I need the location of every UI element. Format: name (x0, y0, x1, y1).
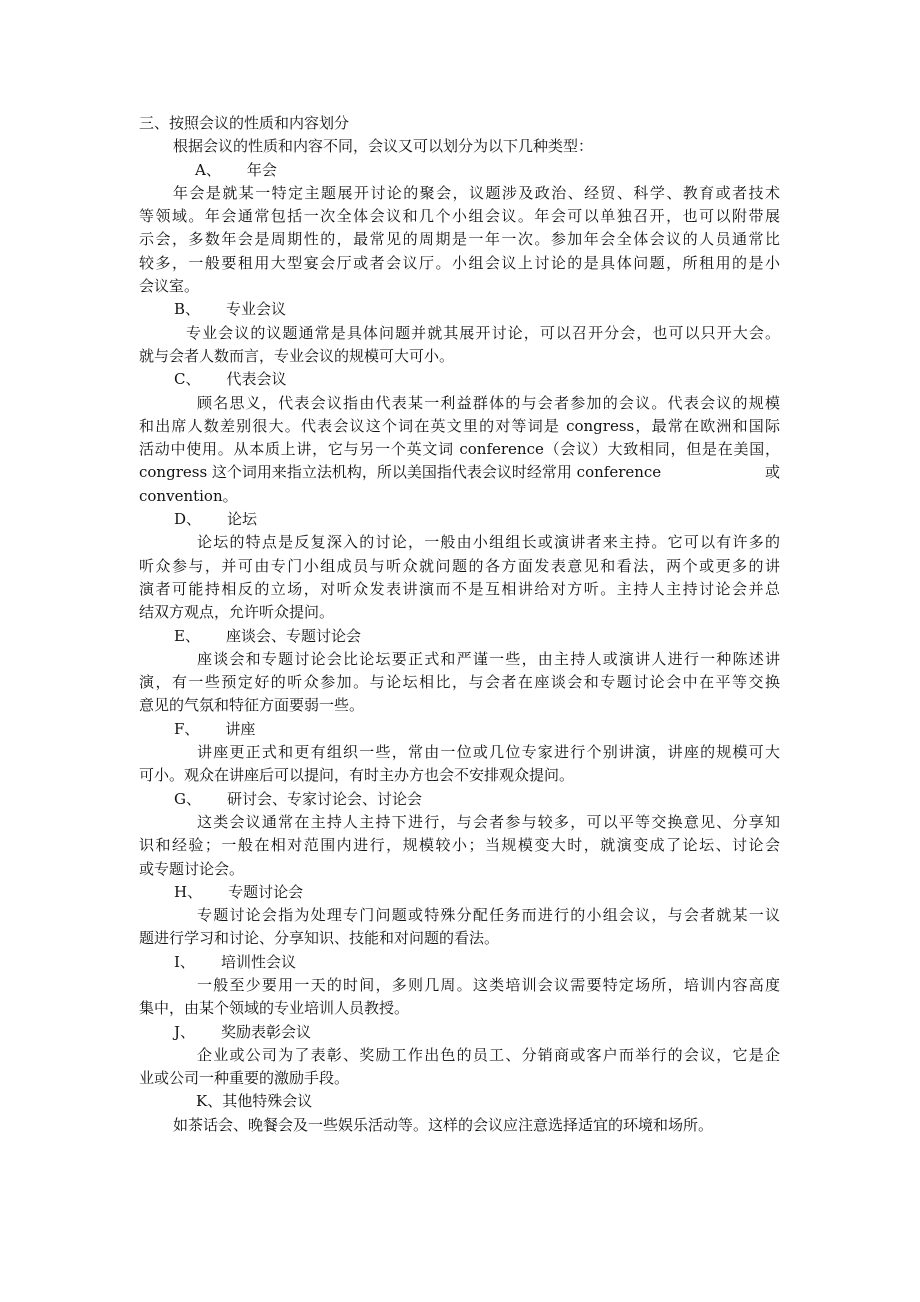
section-title: 三、按照会议的性质和内容划分 (139, 114, 350, 132)
subsection-c-heading (139, 368, 780, 391)
subsection-g-title: 研讨会、专家讨论会、讨论会 (226, 789, 422, 808)
subsection-e-title: 座谈会、专题讨论会 (225, 626, 361, 645)
paragraph-g-line-3: 或专题讨论会。 (139, 859, 245, 878)
paragraph-e-line-3: 意见的气氛和特征方面要弱一些。 (139, 696, 365, 715)
subsection-b-heading (139, 298, 780, 321)
subsection-f-label: F、 (174, 719, 200, 738)
paragraph-a-line-4: 较多，一般要租用大型宴会厅或者会议厅。小组会议上讨论的是具体问题，所租用的是小 (139, 253, 780, 272)
subsection-d-heading (139, 508, 780, 531)
paragraph-i-line-1: 一般至少要用一天的时间，多则几周。这类培训会议需要特定场所，培训内容高度 (197, 975, 780, 994)
subsection-f-title: 讲座 (225, 719, 256, 738)
subsection-g-heading (139, 788, 780, 811)
paragraph-e-line-2: 演，有一些预定好的听众参加。与论坛相比，与会者在座谈会和专题讨论会中在平等交换 (139, 673, 780, 692)
paragraph-h-line-2: 题进行学习和讨论、分享知识、技能和对问题的看法。 (139, 929, 500, 948)
paragraph-c-line-4 (139, 461, 780, 484)
subsection-j-title: 奖励表彰会议 (221, 1022, 312, 1041)
subsection-g-label: G、 (174, 789, 201, 808)
paragraph-c-line-5: convention。 (139, 486, 238, 505)
subsection-c-title: 代表会议 (226, 370, 287, 389)
subsection-e-heading (139, 625, 780, 648)
subsection-a-title: 年会 (246, 160, 277, 179)
subsection-b-label: B、 (174, 300, 201, 319)
subsection-b-title: 专业会议 (226, 300, 287, 319)
paragraph-c-line-3: 活动中使用。从本质上讲，它与另一个英文词 conference（会议）大致相同，但是在美国， (139, 440, 780, 459)
paragraph-c-line-4-end: 或 (764, 463, 780, 482)
paragraph-j-line-1: 企业或公司为了表彰、奖励工作出色的员工、分销商或客户而举行的会议，它是企 (197, 1045, 780, 1064)
subsection-h-heading (139, 881, 780, 904)
subsection-f-heading (139, 718, 780, 741)
subsection-d-title: 论坛 (227, 510, 258, 529)
paragraph-i-line-2: 集中，由某个领域的专业培训人员教授。 (139, 999, 410, 1018)
subsection-a-heading (139, 159, 780, 182)
paragraph-f-line-1: 讲座更正式和更有组织一些，常由一位或几位专家进行个别讲演，讲座的规模可大 (197, 743, 780, 762)
subsection-a-label: A、 (195, 160, 221, 179)
paragraph-c-line-2: 和出席人数差别很大。代表会议这个词在英文里的对等词是 congress，最常在欧洲和国际 (139, 416, 780, 435)
paragraph-d-line-2: 听众参与，并可由专门小组成员与听众就问题的各方面发表意见和看法，两个或更多的讲 (139, 556, 780, 575)
subsection-i-title: 培训性会议 (220, 952, 296, 971)
subsection-j-label: J、 (174, 1022, 196, 1041)
paragraph-a-line-3: 示会，多数年会是周期性的，最常见的周期是一年一次。参加年会全体会议的人员通常比 (139, 230, 780, 249)
subsection-i-heading (139, 951, 780, 974)
paragraph-j-line-2: 业或公司一种重要的激励手段。 (139, 1069, 350, 1088)
subsection-j-heading (139, 1021, 780, 1044)
subsection-h-label: H、 (174, 882, 203, 901)
paragraph-d-line-3: 演者可能持相反的立场，对听众发表讲演而不是互相讲给对方听。主持人主持讨论会并总 (139, 579, 780, 598)
paragraph-c-line-1: 顾名思义，代表会议指由代表某一利益群体的与会者参加的会议。代表会议的规模 (197, 393, 780, 412)
paragraph-d-line-1: 论坛的特点是反复深入的讨论，一般由小组组长或演讲者来主持。它可以有许多的 (197, 533, 780, 552)
paragraph-b-line-1: 专业会议的议题通常是具体问题并就其展开讨论，可以召开分会，也可以只开大会。 (186, 323, 780, 342)
paragraph-f-line-2: 可小。观众在讲座后可以提问，有时主办方也会不安排观众提问。 (139, 766, 575, 785)
paragraph-a-line-5: 会议室。 (139, 277, 200, 296)
paragraph-g-line-1: 这类会议通常在主持人主持下进行，与会者参与较多，可以平等交换意见、分享知 (197, 812, 780, 831)
document-page (139, 112, 780, 1137)
paragraph-a-line-2: 等领域。年会通常包括一次全体会议和几个小组会议。年会可以单独召开，也可以附带展 (139, 207, 780, 226)
paragraph-h-line-1: 专题讨论会指为处理专门问题或特殊分配任务而进行的小组会议，与会者就某一议 (197, 906, 780, 925)
paragraph-b-line-2: 就与会者人数而言，专业会议的规模可大可小。 (139, 346, 455, 365)
subsection-k-heading: K、其他特殊会议 (196, 1092, 313, 1111)
subsection-i-label: I、 (174, 952, 195, 971)
paragraph-k-line-1: 如茶话会、晚餐会及一些娱乐活动等。这样的会议应注意选择适宜的环境和场所。 (173, 1115, 714, 1134)
subsection-h-title: 专题讨论会 (228, 882, 304, 901)
paragraph-c-line-4-text: congress 这个词用来指立法机构，所以美国指代表会议时经常用 conference (139, 463, 662, 482)
subsection-d-label: D、 (174, 510, 202, 529)
subsection-c-label: C、 (174, 370, 201, 389)
paragraph-e-line-1: 座谈会和专题讨论会比论坛要正式和严谨一些，由主持人或演讲人进行一种陈述讲 (197, 649, 780, 668)
paragraph-a-line-1: 年会是就某一特定主题展开讨论的聚会，议题涉及政治、经贸、科学、教育或者技术 (173, 183, 780, 202)
subsection-e-label: E、 (174, 626, 200, 645)
paragraph-g-line-2: 识和经验；一般在相对范围内进行，规模较小；当规模变大时，就演变成了论坛、讨论会 (139, 836, 780, 855)
intro-text: 根据会议的性质和内容不同，会议又可以划分为以下几种类型： (173, 137, 594, 156)
paragraph-d-line-4: 结双方观点，允许听众提问。 (139, 603, 335, 622)
